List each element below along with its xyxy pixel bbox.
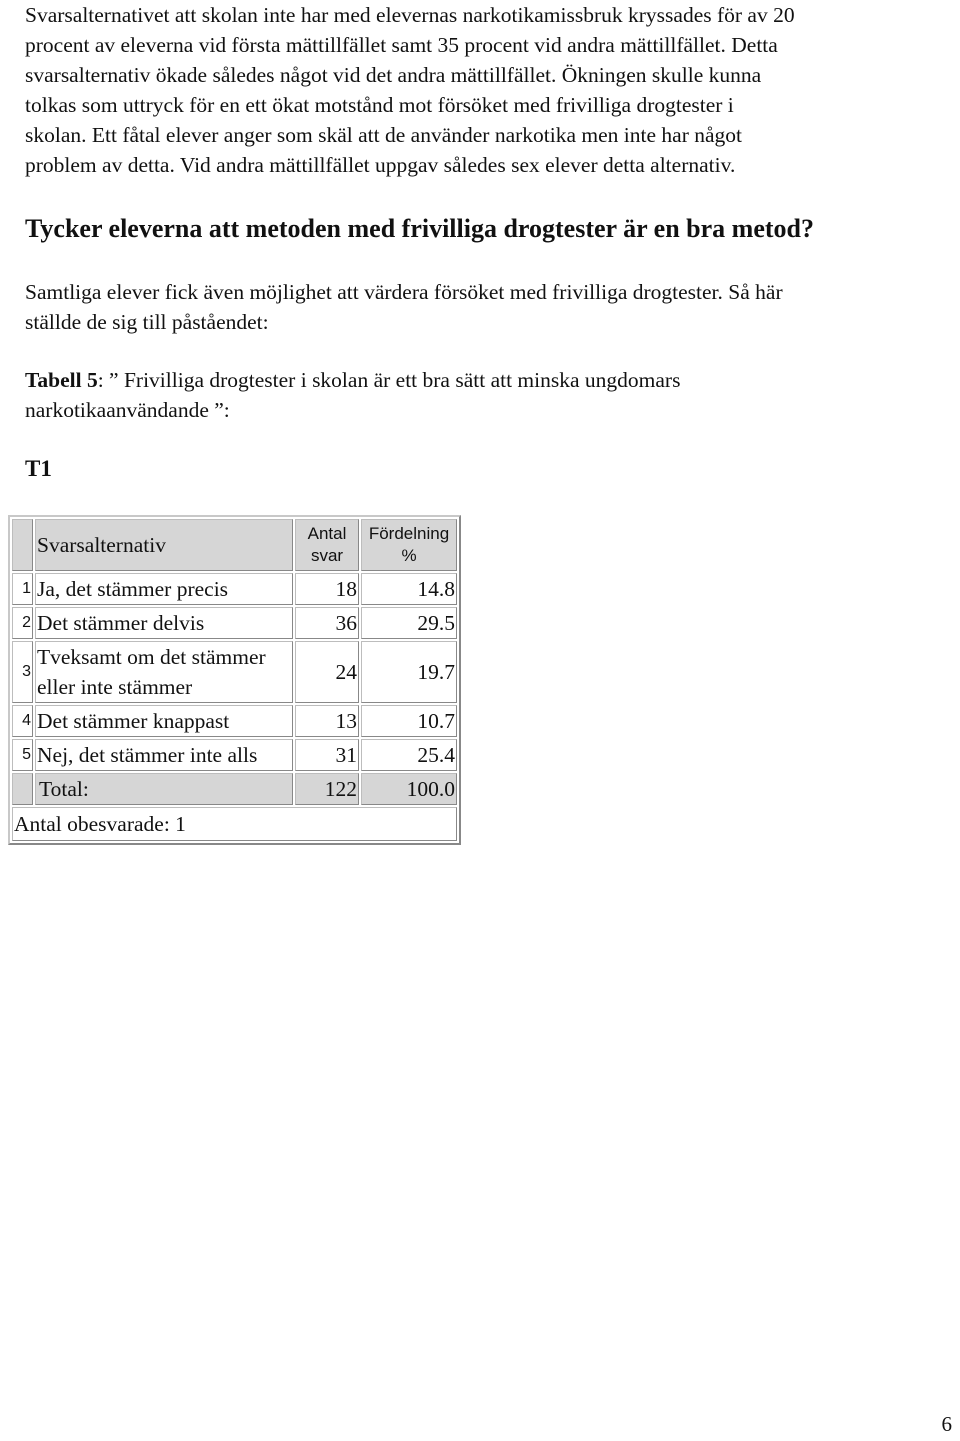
header-percent: Fördelning % <box>361 519 457 571</box>
row-answer: Tveksamt om det stämmer eller inte stämmer <box>35 641 293 703</box>
header-count: Antal svar <box>295 519 359 571</box>
total-percent: 100.0 <box>361 773 457 805</box>
row-answer: Ja, det stämmer precis <box>35 573 293 605</box>
intro-paragraph <box>25 0 945 180</box>
row-answer: Det stämmer delvis <box>35 607 293 639</box>
row-percent: 10.7 <box>361 705 457 737</box>
paragraph-line: Samtliga elever fick även möjlighet att värdera försöket med frivilliga drogtester. Så här <box>25 280 783 304</box>
row-percent: 14.8 <box>361 573 457 605</box>
results-table <box>8 515 461 845</box>
measurement-label: T1 <box>25 456 52 481</box>
row-index: 5 <box>12 739 33 771</box>
caption-text: : ” Frivilliga drogtester i skolan är ett bra sätt att minska ungdomars <box>97 368 681 392</box>
row-count: 18 <box>295 573 359 605</box>
unanswered-count: Antal obesvarade: 1 <box>12 807 457 841</box>
paragraph-line: ställde de sig till påståendet: <box>25 310 269 334</box>
table-header-row <box>12 519 457 571</box>
row-index: 2 <box>12 607 33 639</box>
total-index-cell <box>12 773 33 805</box>
header-index-cell <box>12 519 33 571</box>
table-row <box>12 739 457 771</box>
row-index: 1 <box>12 573 33 605</box>
row-answer: Nej, det stämmer inte alls <box>35 739 293 771</box>
row-percent: 25.4 <box>361 739 457 771</box>
row-count: 36 <box>295 607 359 639</box>
header-answer: Svarsalternativ <box>35 519 293 571</box>
body-paragraph <box>25 277 945 337</box>
table-caption <box>25 365 945 425</box>
table-row <box>12 573 457 605</box>
row-count: 24 <box>295 641 359 703</box>
table-row <box>12 641 457 703</box>
row-percent: 19.7 <box>361 641 457 703</box>
row-percent: 29.5 <box>361 607 457 639</box>
table-footer-row <box>12 807 457 841</box>
caption-label: Tabell 5 <box>25 368 98 392</box>
page-number: 6 <box>941 1412 952 1436</box>
intro-line: svarsalternativ ökade således något vid det andra mättillfället. Ökningen skulle kunna <box>25 63 762 87</box>
section-heading: Tycker eleverna att metoden med frivilliga drogtester är en bra metod? <box>25 214 814 243</box>
table-row <box>12 607 457 639</box>
intro-line: problem av detta. Vid andra mättillfället uppgav således sex elever detta alternativ. <box>25 153 736 177</box>
table-total-row <box>12 773 457 805</box>
row-index: 4 <box>12 705 33 737</box>
intro-line: procent av eleverna vid första mättillfället samt 35 procent vid andra mättillfället. Detta <box>25 33 778 57</box>
caption-text: narkotikaanvändande ”: <box>25 398 230 422</box>
intro-line: Svarsalternativet att skolan inte har med elevernas narkotikamissbruk kryssades för av 20 <box>25 3 795 27</box>
total-label: Total: <box>35 773 293 805</box>
intro-line: skolan. Ett fåtal elever anger som skäl att de använder narkotika men inte har något <box>25 123 742 147</box>
row-index: 3 <box>12 641 33 703</box>
table-row <box>12 705 457 737</box>
total-count: 122 <box>295 773 359 805</box>
intro-line: tolkas som uttryck för en ett ökat motstånd mot försöket med frivilliga drogtester i <box>25 93 734 117</box>
row-count: 13 <box>295 705 359 737</box>
row-count: 31 <box>295 739 359 771</box>
row-answer: Det stämmer knappast <box>35 705 293 737</box>
